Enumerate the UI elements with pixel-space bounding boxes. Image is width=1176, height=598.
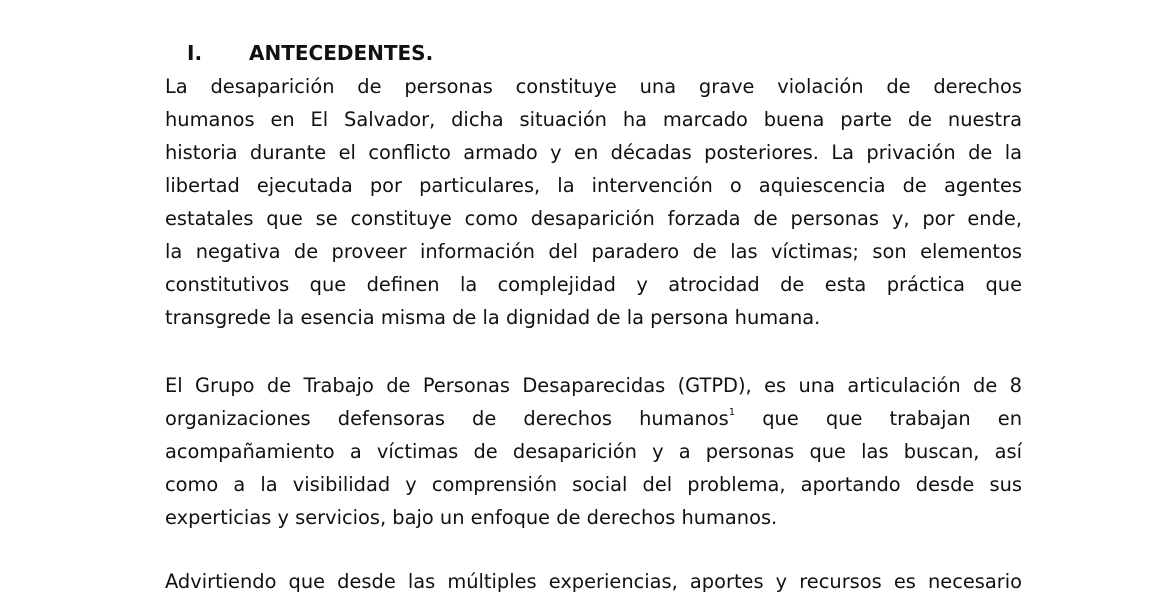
paragraph-gtpd bbox=[165, 369, 1022, 534]
text-segment: que que trabajan en bbox=[735, 407, 1022, 430]
text-segment: organizaciones defensoras de derechos humanos bbox=[165, 407, 729, 430]
section-number: I. bbox=[187, 41, 203, 65]
text-line: libertad ejecutada por particulares, la intervención o aquiescencia de agentes bbox=[165, 174, 1022, 197]
text-line: la negativa de proveer información del paradero de las víctimas; son elementos bbox=[165, 240, 1022, 263]
text-line: Advirtiendo que desde las múltiples experiencias, aportes y recursos es necesario bbox=[165, 570, 1022, 593]
footnote-reference[interactable]: 1 bbox=[728, 407, 736, 418]
text-line bbox=[165, 402, 1022, 435]
section-heading bbox=[187, 41, 433, 65]
section-title: ANTECEDENTES. bbox=[249, 41, 434, 65]
text-line: La desaparición de personas constituye una grave violación de derechos bbox=[165, 75, 1022, 98]
text-line: transgrede la esencia misma de la dignidad de la persona humana. bbox=[165, 306, 821, 329]
text-line: como a la visibilidad y comprensión social del problema, aportando desde sus bbox=[165, 473, 1022, 496]
paragraph-cutoff bbox=[165, 565, 1022, 598]
text-line: historia durante el conflicto armado y en décadas posteriores. La privación de la bbox=[165, 141, 1022, 164]
text-line: El Grupo de Trabajo de Personas Desaparecidas (GTPD), es una articulación de 8 bbox=[165, 374, 1022, 397]
paragraph-background bbox=[165, 70, 1022, 334]
text-line: experticias y servicios, bajo un enfoque de derechos humanos. bbox=[165, 506, 778, 529]
text-line: humanos en El Salvador, dicha situación ha marcado buena parte de nuestra bbox=[165, 108, 1022, 131]
text-line: acompañamiento a víctimas de desaparición y a personas que las buscan, así bbox=[165, 440, 1022, 463]
text-line: constitutivos que definen la complejidad y atrocidad de esta práctica que bbox=[165, 273, 1022, 296]
text-line: estatales que se constituye como desaparición forzada de personas y, por ende, bbox=[165, 207, 1022, 230]
